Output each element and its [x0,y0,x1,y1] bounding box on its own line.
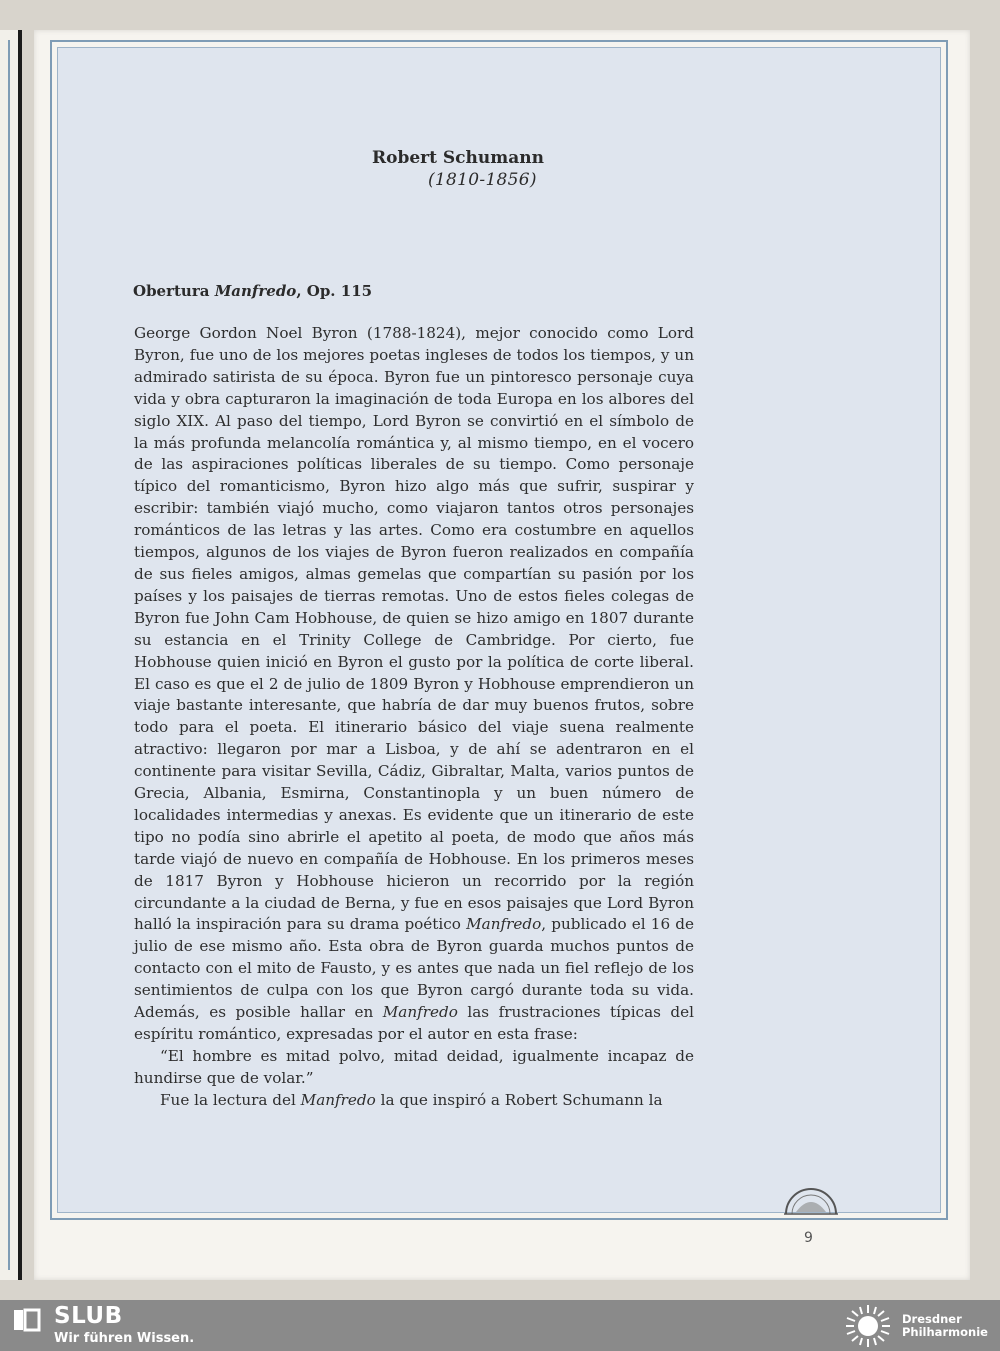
paragraph-1-italic-1: Manfredo [466,915,542,934]
page-number: 9 [804,1230,813,1246]
work-title-prefix: Obertura [133,282,215,300]
composer-dates: (1810-1856) [428,170,537,190]
quote-paragraph: “El hombre es mitad polvo, mitad deidad, igualmente incapaz de hundirse que de volar.” [134,1046,694,1087]
adjacent-page-edge [0,30,22,1280]
paragraph-1-part-2: , publicado el 16 de julio de ese mismo año. Esta obra de Byron guarda muchos puntos de contacto con el mito de Fausto, y es antes que nada un fiel reflejo de los sentimientos de culpa con los que Byron cargó durante toda su vida. Además, es posible hallar en [134,915,695,1022]
paragraph-1 [134,323,694,1046]
composer-heading [372,148,622,190]
philharmonie-name[interactable] [902,1313,988,1339]
scanned-page [34,30,970,1280]
paragraph-3-part-1: Fue la lectura del [160,1090,301,1109]
work-title-suffix: , Op. 115 [296,282,373,300]
paragraph-1-part-1: George Gordon Noel Byron (1788-1824), mejor conocido como Lord Byron, fue uno de los mejores poetas ingleses de todos los tiempos, y un admirado satirista de su época. Byron fue un pintoresco personaje cuya vida y obra capturaron la imaginación de toda Europa en los albores del siglo XIX. Al paso del tiempo, Lord Byron se convirtió en el símbolo de la más profunda melancolía romántica y, al mismo tiempo, en el vocero de las aspiraciones políticas liberales de su tiempo. Como personaje típico del romanticismo, Byron hizo algo más que sufrir, suspirar y escribir: también viajó mucho, como viajaron tantos otros personajes románticos de las letras y las artes. Como era costumbre en aquellos tiempos, algunos de los viajes de Byron fueron realizados en compañía de sus fieles amigos, almas gemelas que compartían su pasión por los países y los paisajes de tierras remotas. Uno de estos fieles colegas de Byron fue John Cam Hobhouse, de quien se hizo amigo en 1807 durante su estancia en el Trinity College de Cambridge. Por cierto, fue Hobhouse quien inició en Byron el gusto por la política de corte liberal. El caso es que el 2 de julio de 1809 Byron y Hobhouse emprendieron un viaje bastante interesante, que habría de dar muy buenos frutos, sobre todo para el poeta. El itinerario básico del viaje suena realmente atractivo: llegaron por mar a Lisboa, y de ahí se adentraron en el continente para visitar Sevilla, Cádiz, Gibraltar, Malta, varios puntos de Grecia, Albania, Esmirna, Constantinopla y un buen número de localidades intermedias y anexas. Es evidente que un itinerario de este tipo no podía sino abrirle el apetito al poeta, de modo que años más tarde viajó de nuevo en compañía de Hobhouse. En los primeros meses de 1817 Byron y Hobhouse hicieron un recorrido por la región circundante a la ciudad de Berna, y fue en esos paisajes que Lord Byron halló la inspiración para su drama poético [134,324,694,934]
work-title-italic: Manfredo [214,282,297,300]
philharmonie-line-1: Dresdner [902,1312,962,1326]
composer-name: Robert Schumann [372,148,544,168]
body-text [134,323,694,1112]
slub-tagline: Wir führen Wissen. [54,1331,195,1346]
paragraph-1-italic-2: Manfredo [382,1003,458,1022]
paragraph-1-part-3: las frustraciones típicas del espíritu romántico, expresadas por el autor en esta frase: [134,1003,694,1043]
emblem-seal-icon [782,1182,840,1216]
work-title [133,282,372,300]
paragraph-3-part-2: la que inspiró a Robert Schumann la [375,1090,663,1109]
philharmonie-logo-icon [842,1303,894,1349]
paragraph-3 [134,1090,694,1112]
slub-name[interactable]: SLUB [54,1303,123,1329]
book-icon [12,1307,42,1333]
paragraph-3-italic: Manfredo [300,1090,376,1109]
footer-bar [0,1300,1000,1351]
philharmonie-line-2: Philharmonie [902,1325,988,1339]
